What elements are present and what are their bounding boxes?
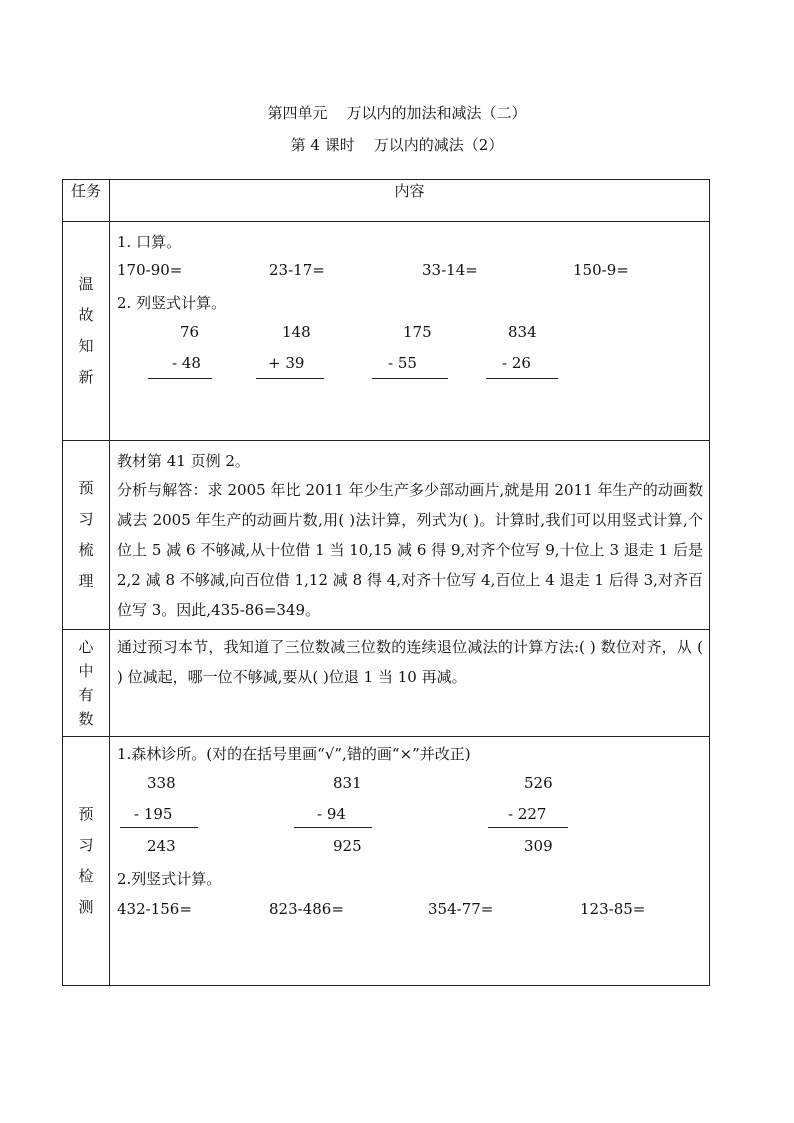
mental-math-2: 23-17= — [269, 261, 325, 279]
mental-math-4: 150-9= — [573, 261, 629, 279]
mind-summary: 通过预习本节，我知道了三位数减三位数的连续退位减法的计算方法:( ) 数位对齐，从 ( ) 位减起，哪一位不够减,要从( )位退 1 当 10 再减。 — [117, 638, 703, 686]
vertical-4-top: 834 — [508, 323, 537, 341]
problem-1-result: 243 — [147, 837, 176, 855]
problem-3-line — [488, 827, 568, 828]
mental-math-3: 33-14= — [422, 261, 478, 279]
label-review: 温 故 知 新 — [63, 222, 110, 441]
problem-1-op: - 195 — [134, 805, 173, 823]
problem-2-line — [294, 827, 372, 828]
label-mind: 心 中 有 数 — [63, 630, 110, 737]
problem-3-top: 526 — [524, 774, 553, 792]
table-header-row — [63, 180, 710, 222]
vertical-3-line — [372, 378, 448, 379]
check-q1-title: 1.森林诊所。(对的在括号里画“√”,错的画“×”并改正) — [117, 745, 471, 763]
content-review — [110, 222, 710, 441]
vertical-2-line — [256, 378, 324, 379]
header-task: 任务 — [63, 180, 110, 222]
problem-3-op: - 227 — [508, 805, 547, 823]
row-mind — [63, 630, 710, 737]
problem-1-line — [120, 827, 198, 828]
calc-1: 432-156= — [117, 900, 192, 918]
calc-3: 354-77= — [428, 900, 494, 918]
problem-3-result: 309 — [524, 837, 553, 855]
vertical-1-op: - 48 — [172, 354, 201, 372]
review-q1-title: 1. 口算。 — [117, 233, 182, 251]
label-preview: 预 习 梳 理 — [63, 441, 110, 630]
content-check — [110, 737, 710, 986]
calc-4: 123-85= — [580, 900, 646, 918]
label-check: 预 习 检 测 — [63, 737, 110, 986]
review-q2-title: 2. 列竖式计算。 — [117, 294, 227, 312]
vertical-1-top: 76 — [180, 323, 200, 341]
row-review — [63, 222, 710, 441]
vertical-1-line — [148, 378, 212, 379]
vertical-3-op: - 55 — [388, 354, 417, 372]
vertical-4-line — [486, 378, 558, 379]
preview-textbook-ref: 教材第 41 页例 2。 — [117, 452, 250, 470]
vertical-3-top: 175 — [403, 323, 432, 341]
problem-2-top: 831 — [333, 774, 362, 792]
content-mind — [110, 630, 710, 737]
vertical-4-op: - 26 — [502, 354, 531, 372]
check-q2-title: 2.列竖式计算。 — [117, 870, 222, 888]
preview-analysis: 分析与解答：求 2005 年比 2011 年少生产多少部动画片,就是用 2011 年生产的动画数减去 2005 年生产的动画片数,用( )法计算，列式为( )。计算时,我们可以用竖式计算,个位上 5 减 6 不够减,从十位借 1 当 10,15 减 6 得 9,对齐个位写 9,十位上 3 退走 1 后是 2,2 减 8 不够减,向百位借 1,12 减 8 得 4,对齐十位写 4,百位上 4 退走 1 后得 3,对齐百位写 3。因此,435-86=349。 — [117, 481, 703, 619]
vertical-2-op: + 39 — [268, 354, 305, 372]
mental-math-1: 170-90= — [117, 261, 183, 279]
row-check — [63, 737, 710, 986]
problem-2-op: - 94 — [317, 805, 346, 823]
content-preview — [110, 441, 710, 630]
row-preview — [63, 441, 710, 630]
problem-1-top: 338 — [147, 774, 176, 792]
vertical-2-top: 148 — [282, 323, 311, 341]
lesson-subtitle: 第 4 课时 万以内的减法（2） — [290, 136, 504, 154]
problem-2-result: 925 — [333, 837, 362, 855]
page-title: 第四单元 万以内的加法和减法（二） — [267, 104, 527, 122]
lesson-table — [62, 179, 710, 986]
calc-2: 823-486= — [269, 900, 344, 918]
header-content: 内容 — [110, 180, 710, 222]
